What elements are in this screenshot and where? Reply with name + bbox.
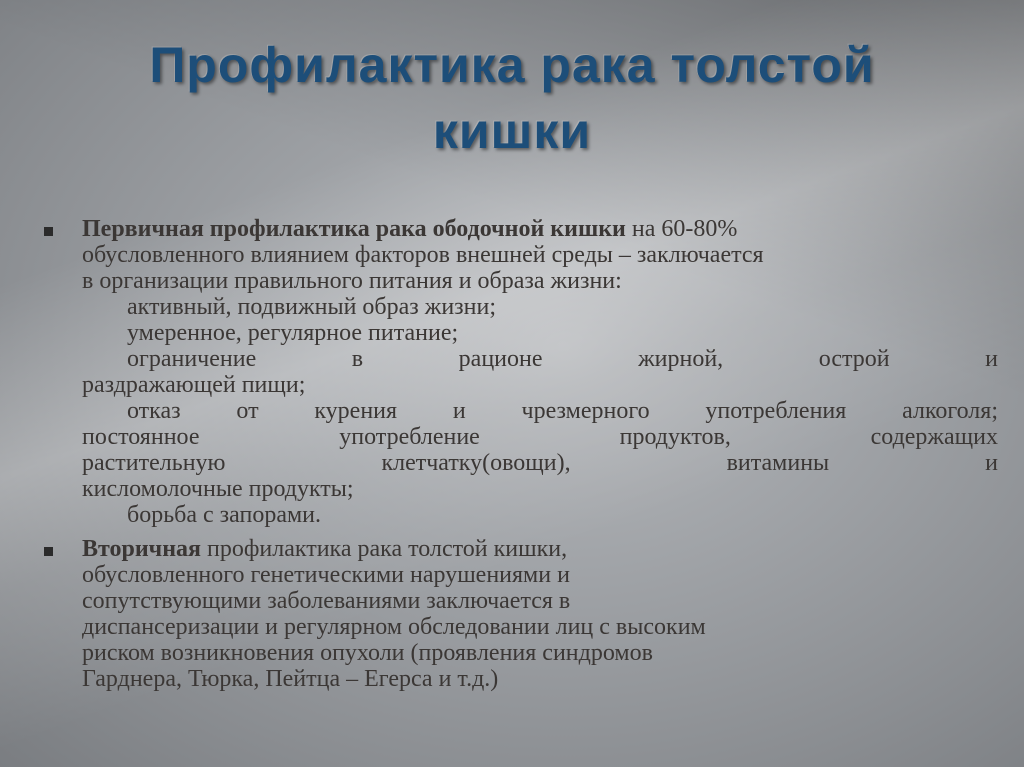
title-line-1: Профилактика рака толстой xyxy=(149,37,875,93)
secondary-line-1 xyxy=(82,536,998,562)
bullet-secondary-prevention xyxy=(40,536,998,692)
measure-item: отказ от курения и чрезмерного употребления алкоголя; xyxy=(127,398,998,424)
secondary-line-6: Гарднера, Тюрка, Пейтца – Егерса и т.д.) xyxy=(82,666,499,692)
measure-item: активный, подвижный образ жизни; xyxy=(127,294,497,320)
primary-line-3: в организации правильного питания и образа жизни: xyxy=(82,268,622,294)
measure-item: умеренное, регулярное питание; xyxy=(127,320,459,346)
secondary-line-3: сопутствующими заболеваниями заключается в xyxy=(82,588,571,614)
slide-title xyxy=(60,32,964,164)
measure-item-continued: раздражающей пищи; xyxy=(82,372,306,398)
measure-item-continued: кисломолочные продукты; xyxy=(82,476,354,502)
measure-item: ограничение в рационе жирной, острой и xyxy=(127,346,998,372)
primary-measures-list xyxy=(82,294,998,528)
bullet-primary-prevention xyxy=(40,216,998,528)
secondary-line-1-rest: профилактика рака толстой кишки, xyxy=(201,536,568,562)
measure-item-continued: растительную клетчатку(овощи), витамины и xyxy=(82,450,998,476)
measure-item: борьба с запорами. xyxy=(127,502,322,528)
secondary-line-5: риском возникновения опухоли (проявления синдромов xyxy=(82,640,653,666)
slide-body xyxy=(40,216,998,692)
primary-line-2: обусловленного влиянием факторов внешней среды – заключается xyxy=(82,242,764,268)
secondary-heading: Вторичная xyxy=(82,536,202,562)
square-bullet-icon xyxy=(44,547,53,556)
square-bullet-icon xyxy=(44,227,53,236)
primary-line-1 xyxy=(82,216,998,242)
measure-item-continued: постоянное употребление продуктов, содержащих xyxy=(82,424,998,450)
secondary-line-4: диспансеризации и регулярном обследовании лиц с высоким xyxy=(82,614,706,640)
title-line-2: кишки xyxy=(432,103,592,159)
spacer xyxy=(40,528,998,536)
primary-line-1-rest: на 60-80% xyxy=(625,216,738,242)
primary-heading: Первичная профилактика рака ободочной кишки xyxy=(82,216,626,242)
secondary-line-2: обусловленного генетическими нарушениями и xyxy=(82,562,570,588)
